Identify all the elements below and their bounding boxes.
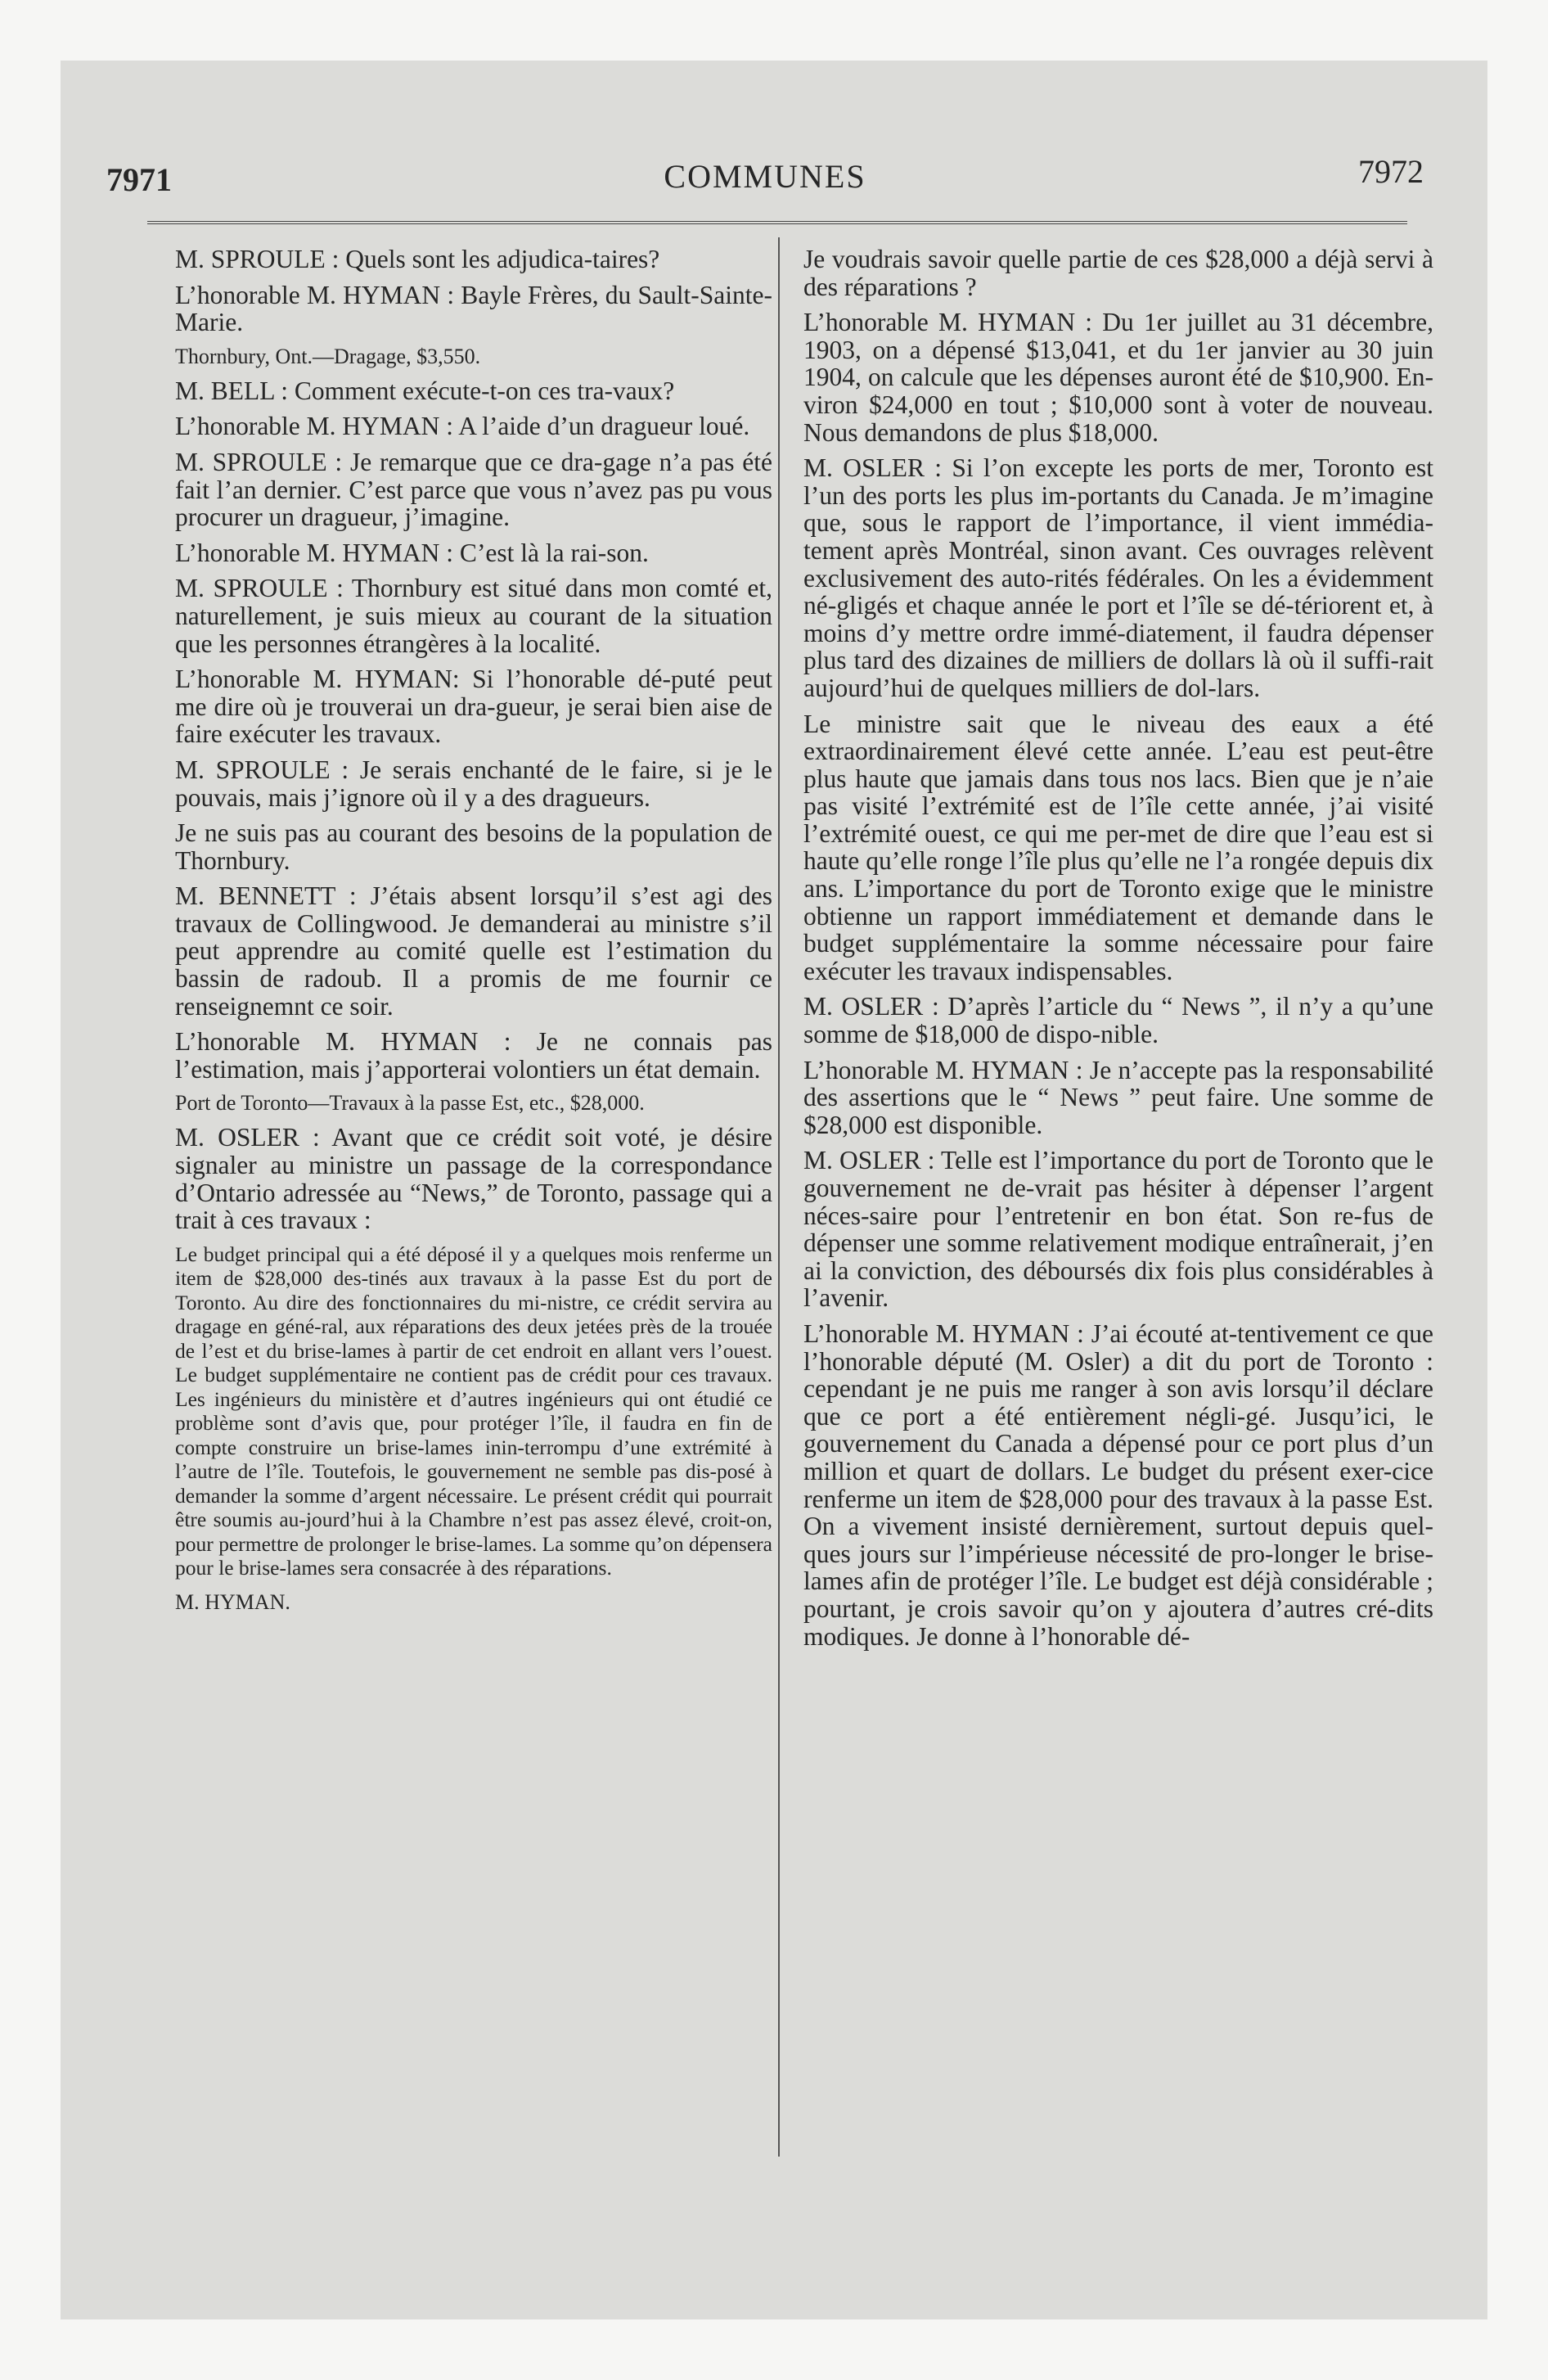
paragraph-p3: Thornbury, Ont.—Dragage, $3,550. — [175, 344, 481, 368]
paragraph-p12: M. BENNETT : J’étais absent lorsqu’il s’est agi des travaux de Collingwood. Je demanderai au ministre s’il peut apprendre au comité quelle est l’estimation du bassin de radoub. Il a promis de me fournir ce renseignemnt ce soir. — [175, 881, 772, 1021]
page-number-left: 7971 — [106, 161, 172, 198]
paragraph-r2: L’honorable M. HYMAN : Du 1er juillet au 31 décembre, 1903, on a dépensé $13,041, et du 1er janvier au 30 juin 1904, on calcule que les dépenses auront été de $10,900. En-viron $24,000 en tout ; $10,000 sont à voter de nouveau. Nous demandons de plus $18,000. — [803, 308, 1433, 447]
paragraph-r4: Le ministre sait que le niveau des eaux a été extraordinairement élevé cette année. L’eau est peut-être plus haute que jamais dans tous nos lacs. Bien que je n’aie pas visité l’extrémité est de l’île cette année, j’ai visité l’extrémité ouest, ce qui me per-met de dire que l’eau est si haute qu’elle ronge l’île plus qu’elle ne l’a rongée depuis dix ans. L’importance du port de Toronto exige que le ministre obtienne un rapport immédiatement et demande dans le budget supplémentaire la somme nécessaire pour faire exécuter les travaux indispensables. — [803, 709, 1433, 985]
paragraph-p4: M. BELL : Comment exécute-t-on ces tra-vaux? — [175, 376, 675, 405]
paragraph-r3: M. OSLER : Si l’on excepte les ports de mer, Toronto est l’un des ports les plus im-portants du Canada. Je m’imagine que, sous le rapport de l’importance, il vient immédia-tement après Montréal, sinon avant. Ces ouvrages relèvent exclusivement des auto-rités fédérales. On les a évidemment né-gligés et chaque année le port et l’île se dé-tériorent et, à moins d’y mettre ordre immé-diatement, il faudra dépenser plus tard des dizaines de milliers de dollars là où il suffi-rait aujourd’hui de quelques milliers de dol-lars. — [803, 453, 1433, 702]
paragraph-r8: L’honorable M. HYMAN : J’ai écouté at-tentivement ce que l’honorable député (M. Osler) a dit du port de Toronto : cependant je ne puis me ranger à son avis lorsqu’il déclare que ce port a été entièrement négli-gé. Jusqu’ici, le gouvernement du Canada a dépensé pour ce port plus d’un million et quart de dollars. Le budget du présent exer-cice renferme un item de $28,000 pour des travaux à la passe Est. On a vivement insisté dernièrement, surtout depuis quel-ques jours sur l’impérieuse nécessité de pro-longer le brise-lames afin de protéger l’île. Le budget est déjà considérable ; pourtant, je crois savoir qu’on y ajoutera d’autres cré-dits modiques. Je donne à l’honorable dé- — [803, 1318, 1433, 1651]
paragraph-r5: M. OSLER : D’après l’article du “ News ”, il n’y a qu’une somme de $18,000 de dispo-nible. — [803, 992, 1433, 1049]
page-header — [106, 152, 1424, 201]
right-column — [803, 246, 1433, 1658]
left-column — [175, 246, 772, 1624]
paragraph-p15: M. OSLER : Avant que ce crédit soit voté, je désire signaler au ministre un passage de la correspondance d’Ontario adressée au “News,” de Toronto, passage qui a trait à ces travaux : — [175, 1123, 772, 1235]
paragraph-p13: L’honorable M. HYMAN : Je ne connais pas l’estimation, mais j’apporterai volontiers un état demain. — [175, 1027, 772, 1084]
paragraph-p16: Le budget principal qui a été déposé il y a quelques mois renferme un item de $28,000 des-tinés aux travaux à la passe Est du port de Toronto. Au dire des fonctionnaires du mi-nistre, ce crédit servira au dragage en géné-ral, aux réparations des deux jetées près de la trouée de l’est et du brise-lames à partir de cet endroit en allant vers l’ouest. Le budget supplémentaire ne contient pas de crédit pour ces travaux. Les ingénieurs du ministère et d’autres ingénieurs qui ont étudié ce problème sont d’avis que, pour protéger l’île, il faudra en fin de compte construire un brise-lames inin-terrompu d’une extrémité à l’autre de l’île. Toutefois, le gouvernement ne semble pas dis-posé à demander la somme d’argent nécessaire. Le présent crédit qui pourrait être soumis au-jourd’hui à la Chambre n’est pas assez élevé, croit-on, pour permettre de prolonger le brise-lames. La somme qu’on dépensera pour le brise-lames sera consacrée à des réparations. — [175, 1242, 772, 1580]
paragraph-p14: Port de Toronto—Travaux à la passe Est, etc., $28,000. — [175, 1091, 645, 1116]
paragraph-p2: L’honorable M. HYMAN : Bayle Frères, du Sault-Sainte-Marie. — [175, 280, 772, 337]
paragraph-p9: L’honorable M. HYMAN: Si l’honorable dé-puté peut me dire où je trouverai un dra-gueur, je serai bien aise de faire exécuter les travaux. — [175, 665, 772, 749]
paragraph-p1: M. SPROULE : Quels sont les adjudica-taires? — [175, 245, 660, 273]
paragraph-p10: M. SPROULE : Je serais enchanté de le faire, si je le pouvais, mais j’ignore où il y a des dragueurs. — [175, 755, 772, 812]
page-number-right: 7972 — [1358, 153, 1424, 190]
paragraph-r1: Je voudrais savoir quelle partie de ces $28,000 a déjà servi à des réparations ? — [803, 245, 1433, 301]
paragraph-p7: L’honorable M. HYMAN : C’est là la rai-son. — [175, 538, 649, 567]
header-rule — [147, 221, 1407, 224]
running-title: COMMUNES — [664, 158, 866, 195]
paragraph-r6: L’honorable M. HYMAN : Je n’accepte pas la responsabilité des assertions que le “ News ” peut faire. Une somme de $28,000 est disponible. — [803, 1055, 1433, 1139]
column-divider — [778, 237, 780, 2157]
paragraph-p5: L’honorable M. HYMAN : A l’aide d’un dragueur loué. — [175, 412, 750, 441]
paragraph-p11: Je ne suis pas au courant des besoins de la population de Thornbury. — [175, 818, 772, 875]
paragraph-p8: M. SPROULE : Thornbury est situé dans mon comté et, naturellement, je suis mieux au courant de la situation que les personnes étrangères à la localité. — [175, 574, 772, 658]
paragraph-p17: M. HYMAN. — [175, 1589, 290, 1614]
paragraph-p6: M. SPROULE : Je remarque que ce dra-gage n’a pas été fait l’an dernier. C’est parce que vous n’avez pas pu vous procurer un dragueur, j’imagine. — [175, 447, 772, 532]
paragraph-r7: M. OSLER : Telle est l’importance du port de Toronto que le gouvernement ne de-vrait pas hésiter à dépenser l’argent néces-saire pour l’entretenir en bon état. Son re-fus de dépenser une somme relativement modique entraînerait, j’en ai la conviction, des déboursés dix fois plus considérables à l’avenir. — [803, 1146, 1433, 1313]
